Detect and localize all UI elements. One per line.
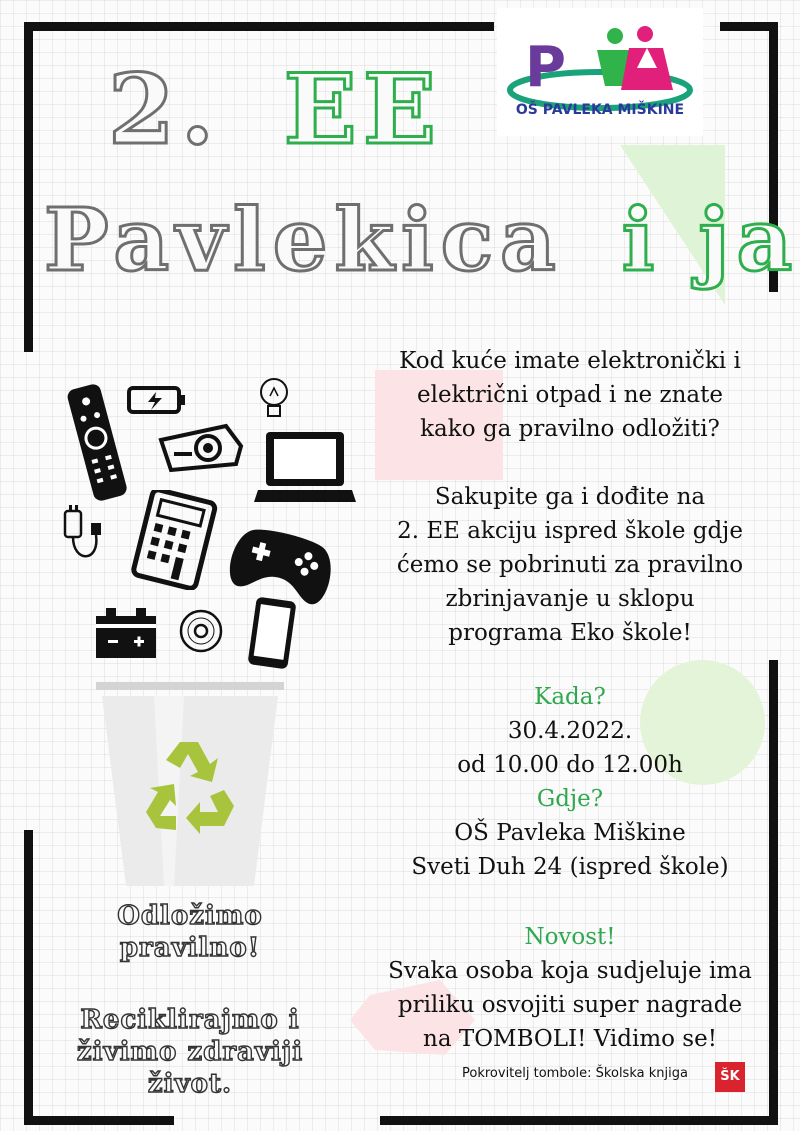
news-section <box>360 920 780 1056</box>
title-ee: EE <box>283 53 442 166</box>
frame-left-lower <box>24 830 33 1125</box>
svg-text:P: P <box>525 35 567 100</box>
slogan-line: živimo zdraviji <box>76 1037 304 1067</box>
battery-charging-icon <box>126 384 188 416</box>
remote-icon <box>62 380 132 505</box>
sponsor-text: Pokrovitelj tombole: Školska knjiga <box>462 1066 688 1081</box>
frame-top-left <box>24 22 494 31</box>
title-line-2 <box>44 190 800 291</box>
when-label: Kada? <box>534 684 606 710</box>
projector-icon <box>156 418 246 476</box>
calculator-icon <box>124 490 224 590</box>
frame-bottom-right <box>380 1116 778 1125</box>
intro-text <box>360 344 780 446</box>
event-time: od 10.00 do 12.00h <box>457 752 683 778</box>
action-line: ćemo se pobrinuti za pravilno <box>396 552 744 578</box>
action-line: programa Eko škole! <box>448 620 692 646</box>
sponsor-logo-letters: ŠK <box>720 1069 740 1084</box>
action-text <box>360 480 780 650</box>
frame-bottom-left <box>24 1116 174 1125</box>
news-line: na TOMBOLI! Vidimo se! <box>423 1026 717 1052</box>
slogan-line: Odložimo <box>117 901 263 931</box>
car-battery-icon <box>94 606 158 660</box>
action-line: zbrinjavanje u sklopu <box>445 586 695 612</box>
logo-school-name: OŠ PAVLEKA MIŠKINE <box>515 102 685 118</box>
slogan-line: pravilno! <box>119 933 261 963</box>
event-place: OŠ Pavleka Miškine <box>454 820 686 846</box>
lightbulb-icon <box>256 376 292 424</box>
action-line: 2. EE akciju ispred škole gdje <box>397 518 743 544</box>
cd-icon <box>178 608 224 654</box>
frame-left-upper <box>24 22 33 352</box>
slogan-recycle <box>40 1004 340 1100</box>
laptop-icon <box>254 428 358 506</box>
intro-line: Kod kuće imate elektronički i <box>399 348 741 374</box>
title-pavlekica: Pavlekica <box>44 190 563 291</box>
recycle-icon <box>140 736 240 836</box>
news-line: Svaka osoba koja sudjeluje ima <box>388 958 752 984</box>
where-label: Gdje? <box>536 786 604 812</box>
sponsor-logo <box>715 1062 745 1092</box>
intro-line: električni otpad i ne znate <box>417 382 723 408</box>
title-number: 2. <box>108 53 221 166</box>
event-date: 30.4.2022. <box>507 718 633 744</box>
news-label: Novost! <box>524 924 616 950</box>
news-line: priliku osvojiti super nagrade <box>397 992 743 1018</box>
smartphone-icon <box>242 596 302 670</box>
title-line-1 <box>108 53 442 166</box>
school-logo <box>497 8 703 136</box>
event-address: Sveti Duh 24 (ispred škole) <box>411 854 729 880</box>
slogan-dispose <box>80 900 300 964</box>
slogan-line: Reciklirajmo i <box>80 1005 300 1035</box>
slogan-line: život. <box>147 1069 233 1099</box>
action-line: Sakupite ga i dođite na <box>434 484 706 510</box>
intro-line: kako ga pravilno odložiti? <box>420 416 720 442</box>
title-i-ja: i ja <box>621 190 800 291</box>
gamepad-icon <box>226 518 338 608</box>
when-where-section <box>360 680 780 884</box>
charger-icon <box>60 505 110 569</box>
